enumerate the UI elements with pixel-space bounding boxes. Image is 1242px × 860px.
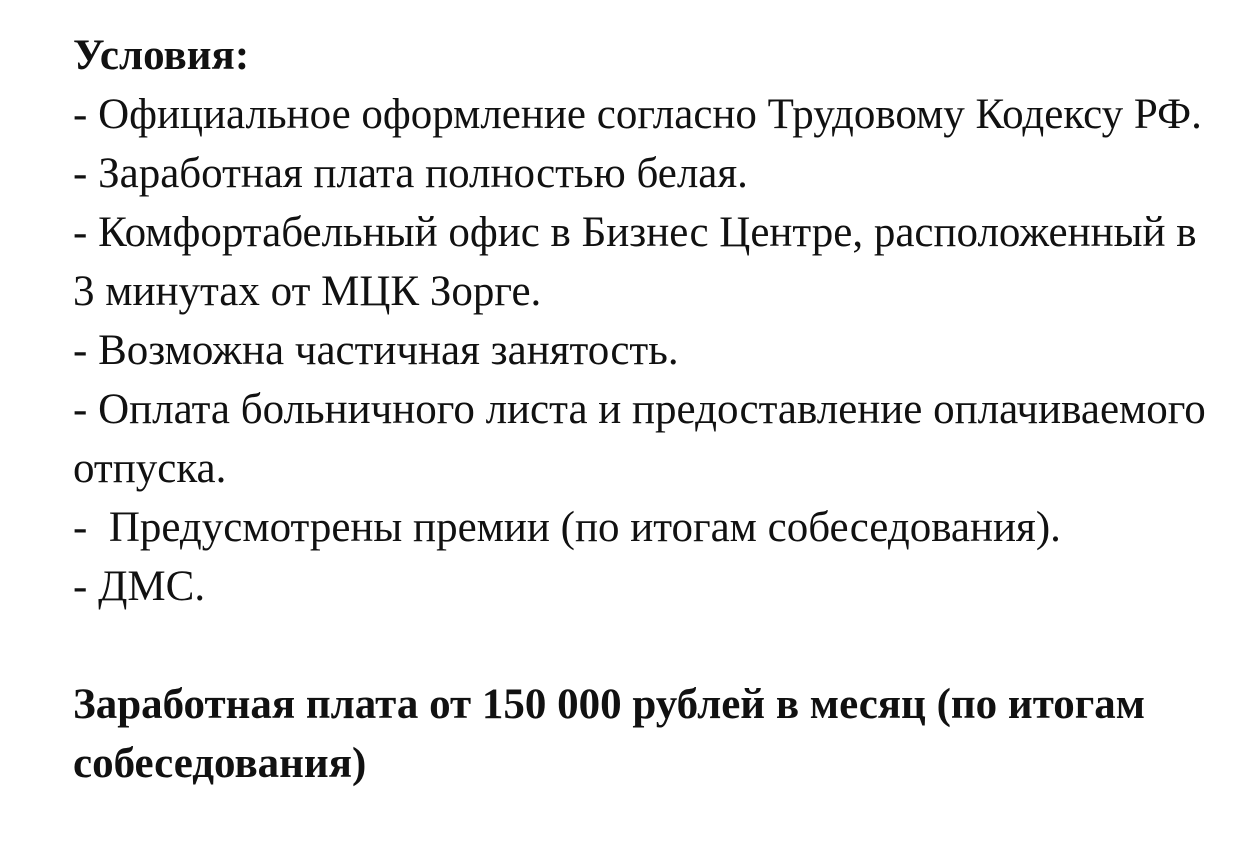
- condition-item-official-employment: - Официальное оформление согласно Трудовому Кодексу РФ.: [73, 91, 1202, 138]
- condition-item-dms: - ДМС.: [73, 563, 206, 610]
- paragraph-spacer: [73, 616, 1223, 675]
- condition-item-office: - Комфортабельный офис в Бизнес Центре, расположенный в 3 минутах от МЦК Зорге.: [73, 209, 1208, 315]
- condition-item-sick-leave-vacation: - Оплата больничного листа и предоставление оплачиваемого отпуска.: [73, 386, 1217, 492]
- condition-item-part-time: - Возможна частичная занятость.: [73, 327, 679, 374]
- salary-statement: Заработная плата от 150 000 рублей в месяц (по итогам собеседования): [73, 681, 1146, 787]
- condition-item-white-salary: - Заработная плата полностью белая.: [73, 150, 748, 197]
- conditions-heading: Условия:: [73, 32, 250, 79]
- condition-item-bonuses: - Предусмотрены премии (по итогам собеседования).: [73, 504, 1061, 551]
- vacancy-conditions-document: [73, 26, 1223, 793]
